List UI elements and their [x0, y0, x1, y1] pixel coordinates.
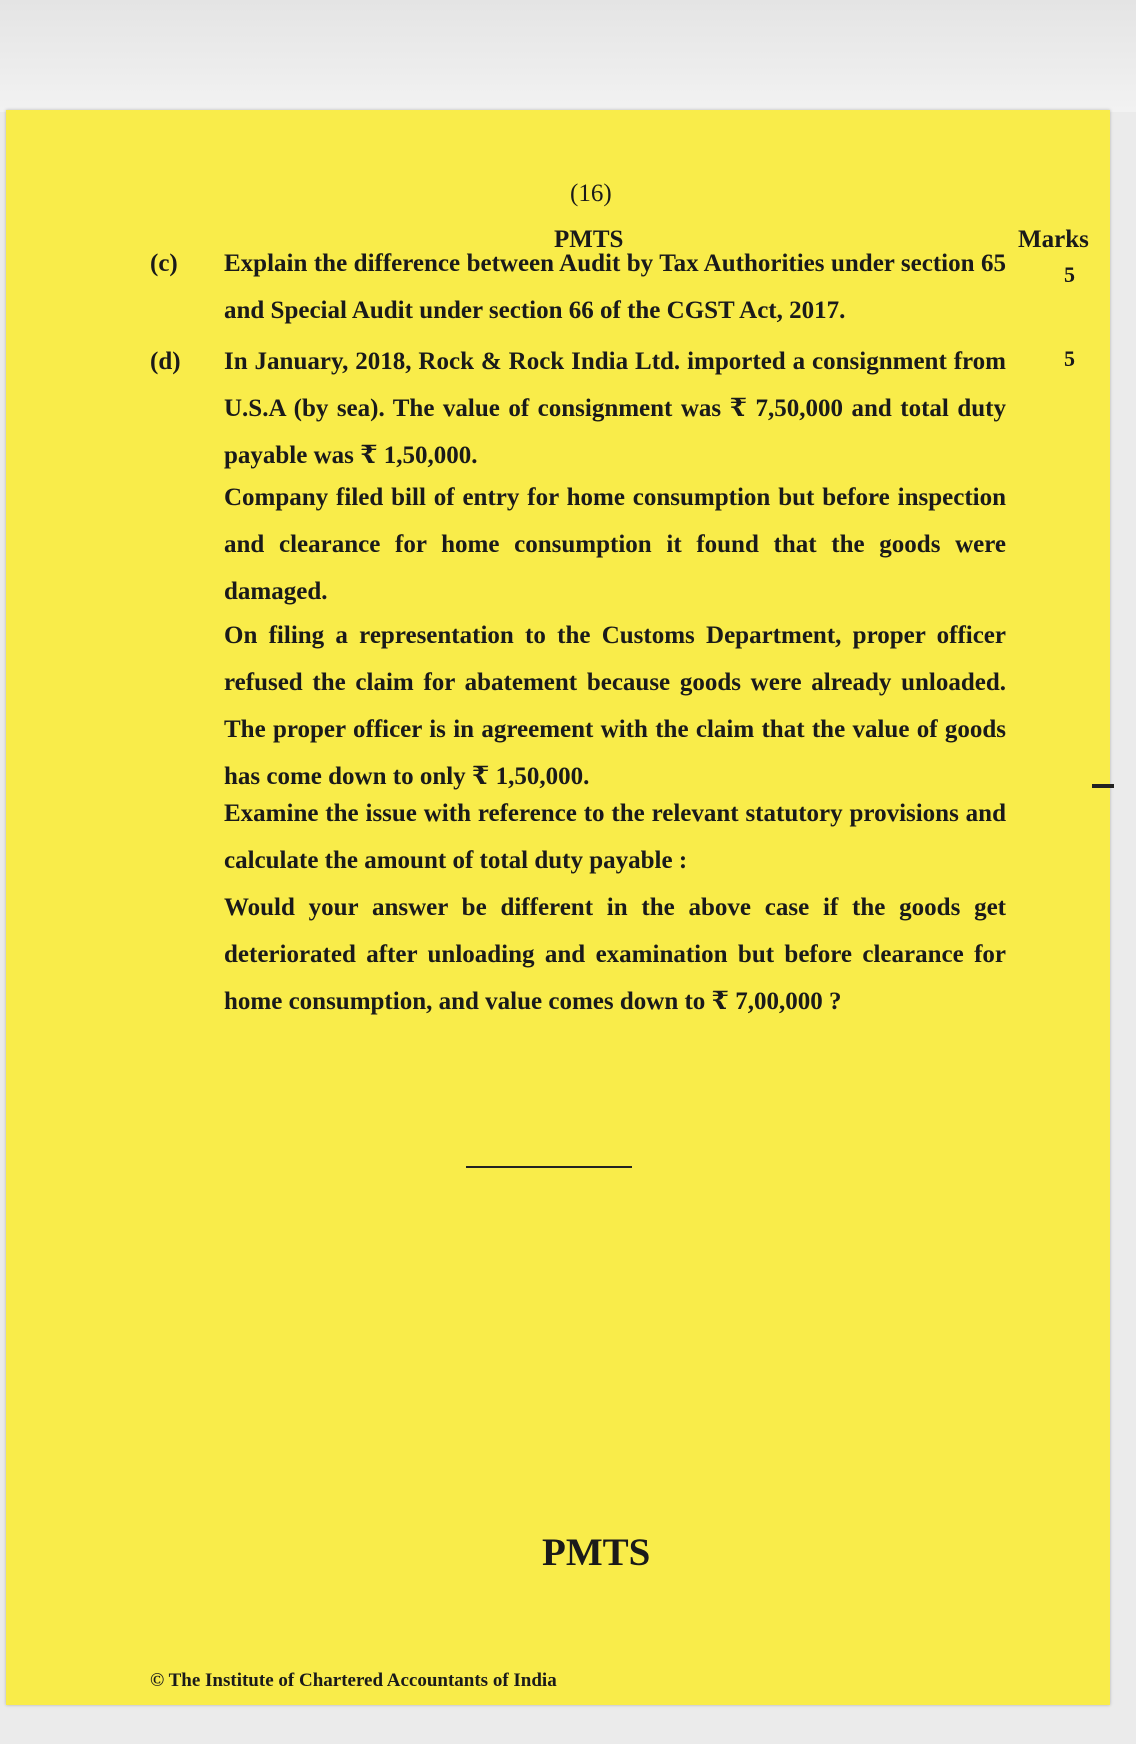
question-d-label: (d): [150, 348, 181, 375]
marks-column-label: Marks: [1018, 226, 1089, 253]
question-c-text: [224, 240, 1006, 334]
question-d-paragraph: On filing a representation to the Customs Department, proper officer refused the claim for abatement because goods were already unloaded. The proper officer is in agreement with the claim that the value of goods has come down to only ₹ 1,50,000.: [224, 622, 1006, 790]
header-paper-code: PMTS: [554, 226, 624, 253]
copyright-notice: © The Institute of Chartered Accountants of India: [150, 1670, 557, 1691]
exam-page: [6, 110, 1110, 1705]
footer-paper-code: PMTS: [542, 1531, 651, 1574]
question-d-marks: 5: [1064, 346, 1075, 371]
question-d-paragraph-5: [224, 884, 1006, 1025]
question-c-marks: 5: [1064, 262, 1075, 287]
question-d-paragraph: Examine the issue with reference to the relevant statutory provisions and calculate the amount of total duty payable :: [224, 800, 1006, 874]
question-c-paragraph: Explain the difference between Audit by Tax Authorities under section 65 and Special Audit under section 66 of the CGST Act, 2017.: [224, 250, 1006, 324]
question-d-paragraph: In January, 2018, Rock & Rock India Ltd. imported a consignment from U.S.A (by sea). The value of consignment was ₹ 7,50,000 and total duty payable was ₹ 1,50,000.: [224, 348, 1006, 469]
question-d-paragraph-2: [224, 474, 1006, 615]
page-number: (16): [570, 180, 612, 207]
question-c-label: (c): [150, 250, 178, 277]
scan-edge-mark: [1092, 784, 1114, 788]
question-d-paragraph: Would your answer be different in the above case if the goods get deteriorated after unloading and examination but before clearance for home consumption, and value comes down to ₹ 7,00,000 ?: [224, 894, 1006, 1015]
question-d-paragraph-4: [224, 790, 1006, 884]
question-d-paragraph: Company filed bill of entry for home consumption but before inspection and clearance for home consumption it found that the goods were damaged.: [224, 484, 1006, 605]
question-d-paragraph-3: [224, 612, 1006, 800]
question-d-paragraph-1: [224, 338, 1006, 479]
end-of-section-rule: [466, 1166, 632, 1168]
scan-top-margin: [0, 0, 1136, 112]
